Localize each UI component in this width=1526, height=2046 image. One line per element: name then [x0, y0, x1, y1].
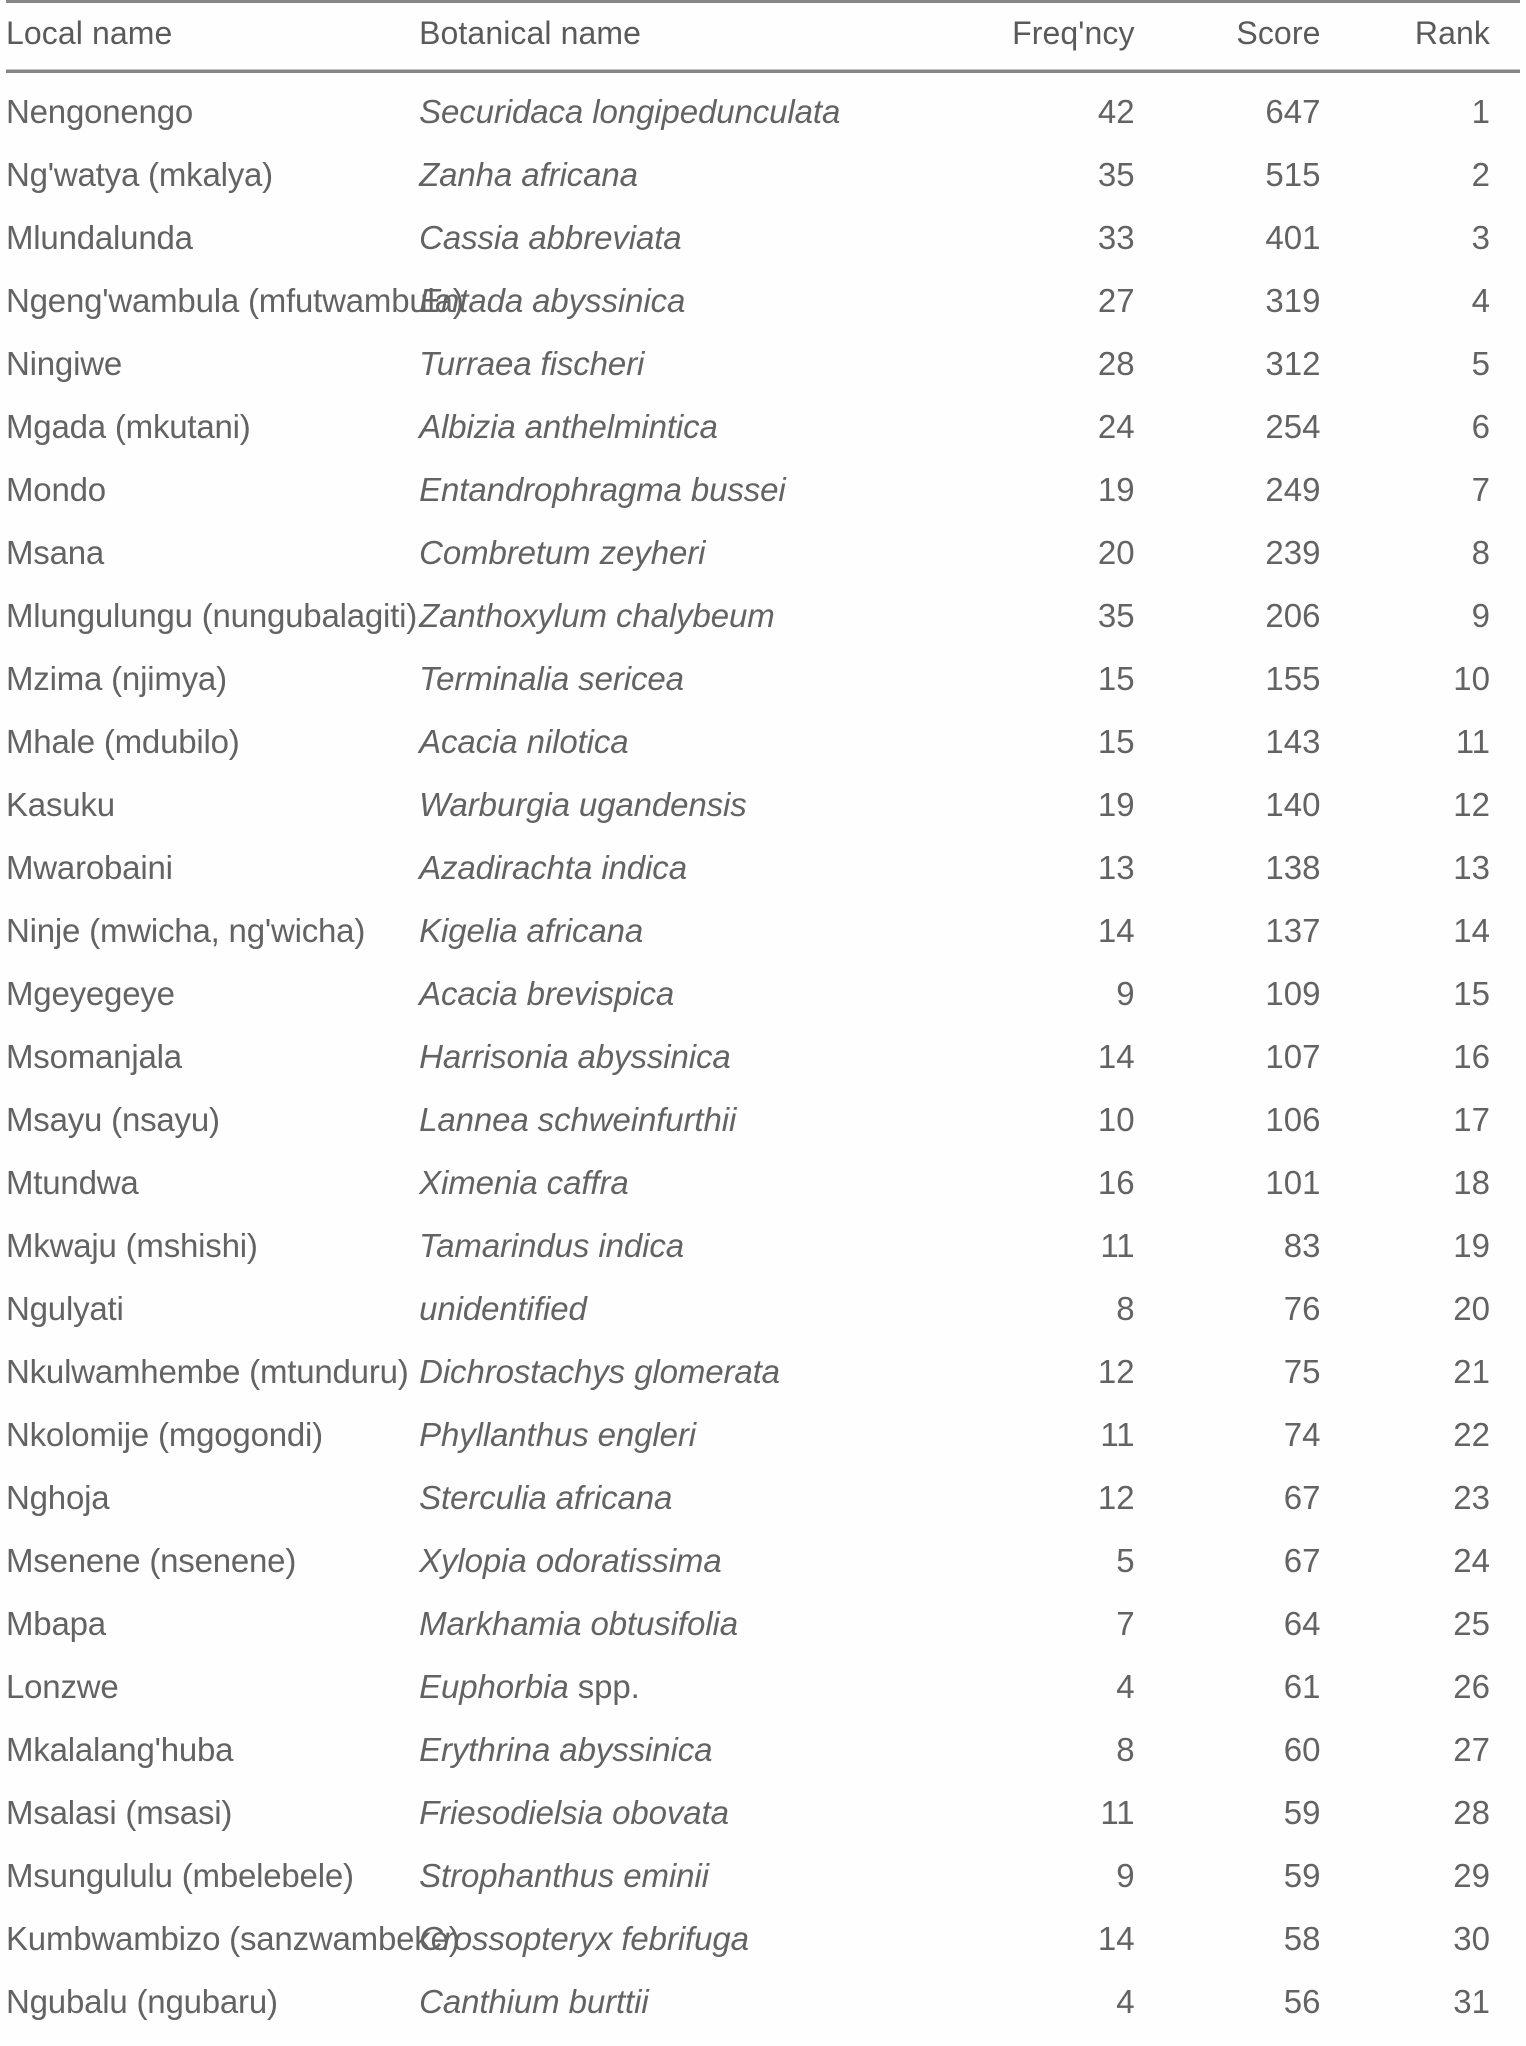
table-row — [6, 332, 1520, 395]
cell-botanical-name: Zanthoxylum chalybeum — [419, 597, 775, 634]
cell-botanical-name: Entandrophragma bussei — [419, 471, 786, 508]
cell-frequency: 28 — [1097, 345, 1135, 382]
table-row — [6, 1025, 1520, 1088]
cell-frequency: 35 — [1097, 597, 1135, 634]
cell-botanical-name: Acacia nilotica — [419, 723, 629, 760]
header-top-rule-cell — [6, 0, 1520, 3]
cell-local-name: Mtundwa — [6, 1164, 139, 1201]
cell-frequency: 13 — [1097, 849, 1135, 886]
cell-score: 140 — [1265, 786, 1321, 823]
cell-botanical-name: Turraea fischeri — [419, 345, 645, 382]
cell-botanical-name: Terminalia sericea — [419, 660, 684, 697]
cell-local-name: Mgeyegeye — [6, 975, 175, 1012]
header-bottom-rule-row — [6, 70, 1520, 73]
table-row — [6, 962, 1520, 1025]
cell-botanical-name: Harrisonia abyssinica — [419, 1038, 731, 1075]
cell-local-name: Mkalalang'huba — [6, 1731, 234, 1768]
cell-frequency: 12 — [1097, 1353, 1135, 1390]
cell-local-name: Mwarobaini — [6, 849, 173, 886]
cell-local-name: Nengonengo — [6, 93, 194, 130]
cell-local-name: Kasuku — [6, 786, 115, 823]
cell-score: 143 — [1265, 723, 1321, 760]
cell-frequency: 11 — [1100, 1416, 1135, 1453]
cell-local-name: Msalasi (msasi) — [6, 1794, 233, 1831]
cell-rank: 1 — [1471, 93, 1490, 130]
cell-rank: 8 — [1471, 534, 1490, 571]
cell-score: 155 — [1265, 660, 1321, 697]
cell-botanical-name: Albizia anthelmintica — [419, 408, 718, 445]
cell-frequency: 20 — [1097, 534, 1135, 571]
cell-botanical-name: Azadirachta indica — [419, 849, 687, 886]
cell-botanical-name: Lannea schweinfurthii — [419, 1101, 737, 1138]
cell-rank: 25 — [1453, 1605, 1490, 1642]
cell-score: 647 — [1265, 93, 1321, 130]
cell-rank: 21 — [1453, 1353, 1490, 1390]
cell-rank: 31 — [1453, 1983, 1490, 2020]
table-row — [6, 1529, 1520, 1592]
cell-frequency: 11 — [1100, 1227, 1135, 1264]
cell-local-name: Nghoja — [6, 1479, 110, 1516]
cell-score: 74 — [1283, 1416, 1321, 1453]
cell-score: 138 — [1265, 849, 1321, 886]
cell-frequency: 19 — [1097, 786, 1135, 823]
cell-rank: 2 — [1471, 156, 1490, 193]
cell-rank: 7 — [1471, 471, 1490, 508]
cell-frequency: 10 — [1097, 1101, 1135, 1138]
table-row — [6, 1403, 1520, 1466]
cell-rank: 29 — [1453, 1857, 1490, 1894]
cell-frequency: 33 — [1097, 219, 1135, 256]
cell-score: 106 — [1265, 1101, 1321, 1138]
table-row — [6, 1718, 1520, 1781]
cell-score: 76 — [1283, 1290, 1321, 1327]
header-top-rule-row — [6, 0, 1520, 3]
cell-local-name: Ninje (mwicha, ng'wicha) — [6, 912, 366, 949]
cell-local-name: Msana — [6, 534, 105, 571]
cell-rank: 30 — [1453, 1920, 1490, 1957]
cell-botanical-name: Xylopia odoratissima — [419, 1542, 722, 1579]
cell-botanical-name: Zanha africana — [419, 156, 638, 193]
cell-botanical-name: Warburgia ugandensis — [419, 786, 747, 823]
cell-frequency: 9 — [1116, 1857, 1135, 1894]
header-bottom-rule — [6, 70, 1520, 73]
cell-botanical-name: Strophanthus eminii — [419, 1857, 709, 1894]
table-row — [6, 584, 1520, 647]
cell-local-name: Mlungulungu (nungubalagiti) — [6, 597, 418, 634]
cell-rank: 10 — [1453, 660, 1490, 697]
cell-frequency: 14 — [1097, 1920, 1135, 1957]
cell-score: 107 — [1265, 1038, 1321, 1075]
table-row — [6, 1277, 1520, 1340]
column-header-frequency: Freq'ncy — [1012, 15, 1135, 51]
cell-rank: 23 — [1453, 1479, 1490, 1516]
cell-score: 109 — [1265, 975, 1321, 1012]
cell-botanical-name: Dichrostachys glomerata — [419, 1353, 780, 1390]
cell-local-name: Msayu (nsayu) — [6, 1101, 220, 1138]
cell-rank: 22 — [1453, 1416, 1490, 1453]
cell-botanical-name: Phyllanthus engleri — [419, 1416, 697, 1453]
cell-score: 254 — [1265, 408, 1321, 445]
cell-score: 83 — [1283, 1227, 1321, 1264]
cell-score: 56 — [1283, 1983, 1321, 2020]
cell-botanical-name: Crossopteryx febrifuga — [419, 1920, 749, 1957]
table-row — [6, 899, 1520, 962]
table-row — [6, 1088, 1520, 1151]
cell-rank: 26 — [1453, 1668, 1490, 1705]
cell-local-name: Mkwaju (mshishi) — [6, 1227, 258, 1264]
cell-frequency: 4 — [1116, 1668, 1135, 1705]
cell-local-name: Mbapa — [6, 1605, 106, 1642]
species-ranking-table — [6, 0, 1520, 2033]
cell-frequency: 4 — [1116, 1983, 1135, 2020]
cell-botanical-name: Kigelia africana — [419, 912, 644, 949]
cell-score: 67 — [1283, 1479, 1321, 1516]
table-row — [6, 1781, 1520, 1844]
cell-rank: 16 — [1453, 1038, 1490, 1075]
cell-local-name: Mhale (mdubilo) — [6, 723, 240, 760]
table-row — [6, 710, 1520, 773]
cell-rank: 24 — [1453, 1542, 1490, 1579]
cell-botanical-name: Canthium burttii — [419, 1983, 649, 2020]
cell-botanical-name: Tamarindus indica — [419, 1227, 684, 1264]
table-row — [6, 1592, 1520, 1655]
cell-frequency: 5 — [1116, 1542, 1135, 1579]
cell-local-name: Mlundalunda — [6, 219, 193, 256]
cell-botanical-name — [419, 1655, 954, 1718]
table-row — [6, 1655, 1520, 1718]
cell-botanical-name: Securidaca longipedunculata — [419, 93, 841, 130]
cell-local-name: Mondo — [6, 471, 106, 508]
cell-local-name: Msungululu (mbelebele) — [6, 1857, 354, 1894]
table-row — [6, 773, 1520, 836]
table-row — [6, 1340, 1520, 1403]
cell-rank: 3 — [1471, 219, 1490, 256]
cell-frequency: 8 — [1116, 1290, 1135, 1327]
cell-score: 67 — [1283, 1542, 1321, 1579]
header-bottom-rule-cell — [6, 70, 1520, 73]
table-row — [6, 521, 1520, 584]
cell-frequency: 15 — [1097, 660, 1135, 697]
cell-rank: 27 — [1453, 1731, 1490, 1768]
table-row — [6, 395, 1520, 458]
cell-rank: 14 — [1453, 912, 1490, 949]
cell-botanical-name: Combretum zeyheri — [419, 534, 706, 571]
cell-frequency: 7 — [1116, 1605, 1135, 1642]
cell-botanical-name: unidentified — [419, 1290, 587, 1327]
cell-frequency: 12 — [1097, 1479, 1135, 1516]
cell-local-name: Nkulwamhembe (mtunduru) — [6, 1353, 409, 1390]
cell-local-name: Ngulyati — [6, 1290, 124, 1327]
cell-rank: 17 — [1453, 1101, 1490, 1138]
table-row — [6, 1907, 1520, 1970]
cell-score: 101 — [1265, 1164, 1321, 1201]
header-top-rule — [6, 0, 1520, 3]
cell-frequency: 14 — [1097, 1038, 1135, 1075]
cell-frequency: 8 — [1116, 1731, 1135, 1768]
cell-local-name: Msomanjala — [6, 1038, 182, 1075]
cell-local-name: Ngubalu (ngubaru) — [6, 1983, 278, 2020]
cell-score: 319 — [1265, 282, 1321, 319]
table-body — [6, 73, 1520, 2033]
table-row — [6, 1844, 1520, 1907]
cell-local-name: Ningiwe — [6, 345, 122, 382]
column-header-local-name: Local name — [6, 15, 173, 51]
cell-frequency: 24 — [1097, 408, 1135, 445]
cell-local-name: Kumbwambizo (sanzwambeke) — [6, 1920, 460, 1957]
cell-frequency: 9 — [1116, 975, 1135, 1012]
column-header-score: Score — [1236, 15, 1321, 51]
table-row — [6, 458, 1520, 521]
table-row — [6, 1151, 1520, 1214]
cell-score: 59 — [1283, 1794, 1321, 1831]
cell-local-name: Ngeng'wambula (mfutwambula) — [6, 282, 464, 319]
cell-rank: 13 — [1453, 849, 1490, 886]
cell-local-name: Mzima (njimya) — [6, 660, 227, 697]
table-row — [6, 269, 1520, 332]
cell-rank: 28 — [1453, 1794, 1490, 1831]
table-row — [6, 143, 1520, 206]
cell-rank: 11 — [1455, 723, 1490, 760]
cell-local-name: Mgada (mkutani) — [6, 408, 251, 445]
cell-local-name: Lonzwe — [6, 1668, 119, 1705]
cell-score: 61 — [1283, 1668, 1321, 1705]
botanical-genus: Euphorbia — [419, 1668, 569, 1705]
cell-botanical-name: Cassia abbreviata — [419, 219, 682, 256]
cell-score: 59 — [1283, 1857, 1321, 1894]
table-row — [6, 206, 1520, 269]
cell-score: 64 — [1283, 1605, 1321, 1642]
table-row — [6, 1970, 1520, 2033]
cell-score: 401 — [1265, 219, 1321, 256]
cell-rank: 12 — [1453, 786, 1490, 823]
cell-frequency: 15 — [1097, 723, 1135, 760]
cell-score: 239 — [1265, 534, 1321, 571]
botanical-suffix: spp. — [568, 1668, 640, 1705]
cell-score: 58 — [1283, 1920, 1321, 1957]
cell-score: 60 — [1283, 1731, 1321, 1768]
cell-score: 75 — [1283, 1353, 1321, 1390]
cell-botanical-name: Acacia brevispica — [419, 975, 675, 1012]
cell-frequency: 11 — [1100, 1794, 1135, 1831]
cell-rank: 6 — [1471, 408, 1490, 445]
cell-frequency: 16 — [1097, 1164, 1135, 1201]
cell-botanical-name: Markhamia obtusifolia — [419, 1605, 738, 1642]
table-header — [6, 0, 1520, 73]
cell-frequency: 27 — [1097, 282, 1135, 319]
cell-frequency: 42 — [1097, 93, 1135, 130]
cell-rank: 9 — [1471, 597, 1490, 634]
cell-botanical-name: Sterculia africana — [419, 1479, 673, 1516]
cell-rank: 20 — [1453, 1290, 1490, 1327]
column-header-row — [6, 3, 1520, 70]
cell-rank: 18 — [1453, 1164, 1490, 1201]
cell-rank: 15 — [1453, 975, 1490, 1012]
cell-botanical-name: Ximenia caffra — [419, 1164, 629, 1201]
table-row — [6, 1466, 1520, 1529]
cell-score: 206 — [1265, 597, 1321, 634]
cell-rank: 4 — [1471, 282, 1490, 319]
cell-rank: 5 — [1471, 345, 1490, 382]
cell-botanical-name: Friesodielsia obovata — [419, 1794, 729, 1831]
cell-botanical-name: Erythrina abyssinica — [419, 1731, 713, 1768]
cell-rank: 19 — [1453, 1227, 1490, 1264]
cell-frequency: 19 — [1097, 471, 1135, 508]
cell-frequency: 35 — [1097, 156, 1135, 193]
cell-botanical-name: Entada abyssinica — [419, 282, 686, 319]
cell-score: 515 — [1265, 156, 1321, 193]
table-row — [6, 836, 1520, 899]
column-header-rank: Rank — [1414, 15, 1490, 51]
cell-score: 249 — [1265, 471, 1321, 508]
cell-score: 312 — [1265, 345, 1321, 382]
cell-local-name: Ng'watya (mkalya) — [6, 156, 273, 193]
cell-score: 137 — [1265, 912, 1321, 949]
table-row — [6, 647, 1520, 710]
table-row — [6, 73, 1520, 143]
cell-local-name: Nkolomije (mgogondi) — [6, 1416, 323, 1453]
cell-frequency: 14 — [1097, 912, 1135, 949]
table-row — [6, 1214, 1520, 1277]
cell-local-name: Msenene (nsenene) — [6, 1542, 297, 1579]
column-header-botanical-name: Botanical name — [419, 15, 642, 51]
